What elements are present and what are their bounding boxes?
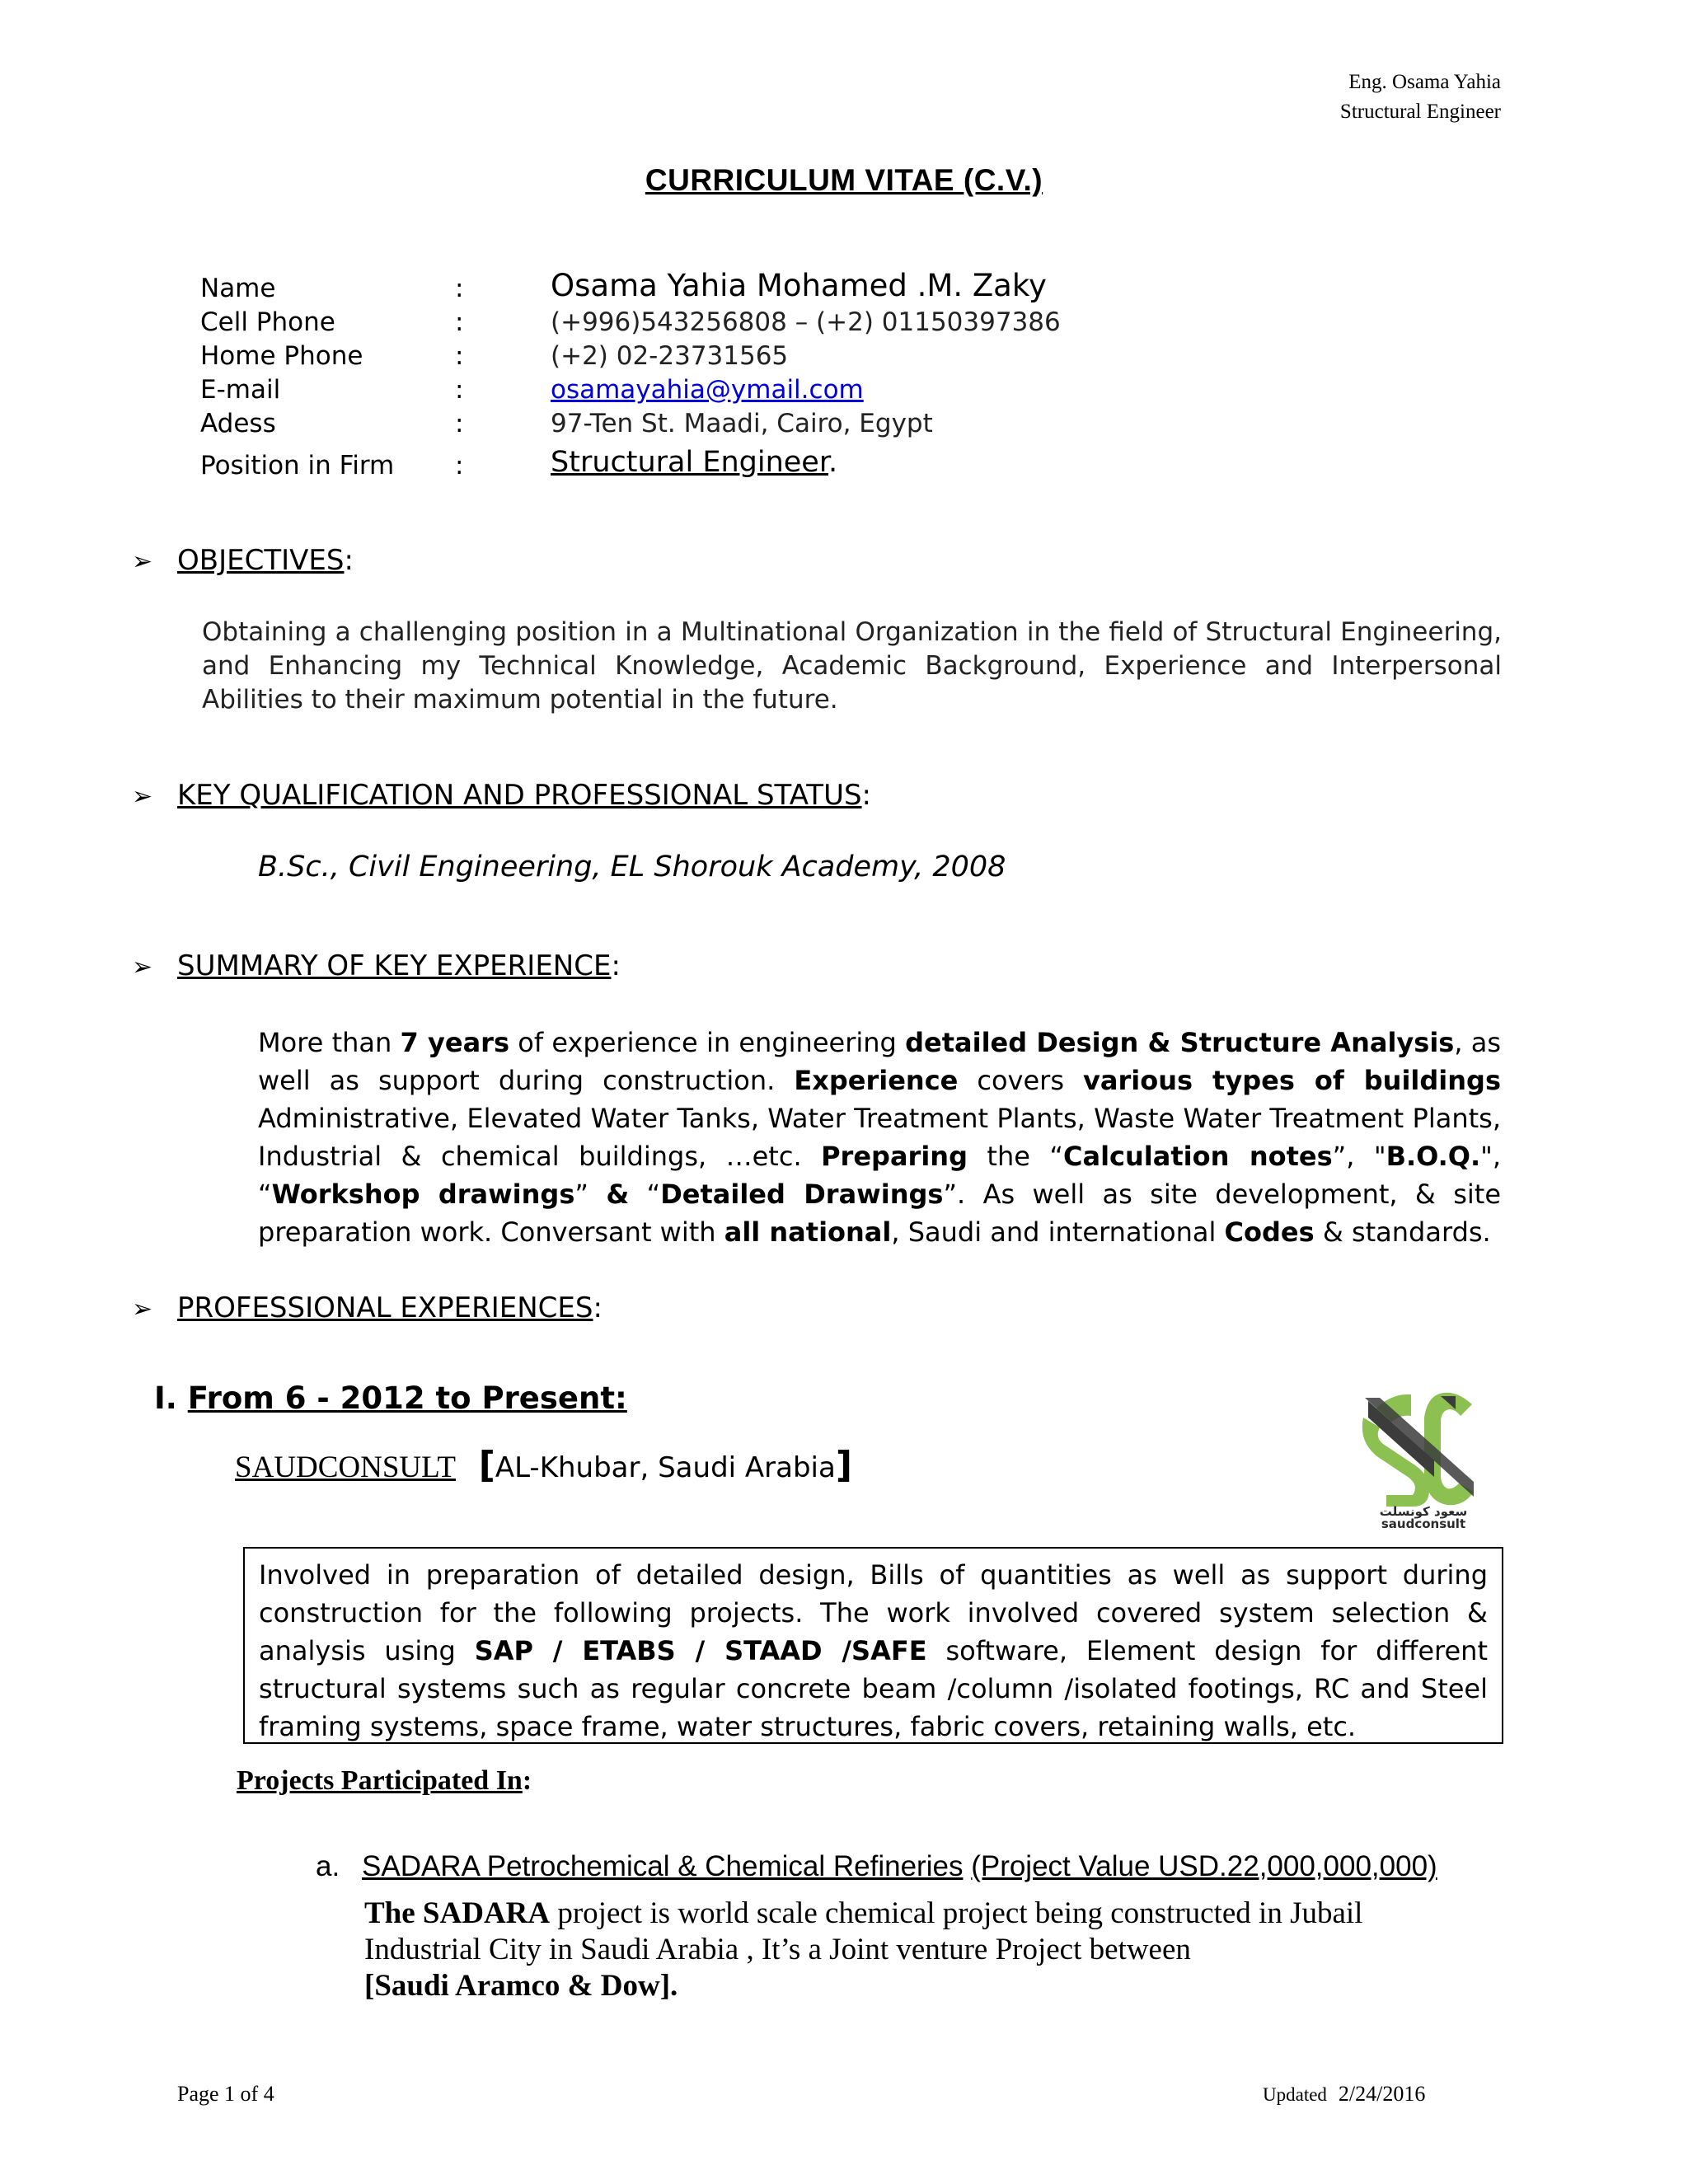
objectives-text: Obtaining a challenging position in a Multinational Organization in the field of Structural Engineering, and Enhancing my Technical Knowledge, Academic Background, Experience and Interpersonal Abilities to their maximum potential in the future.	[202, 617, 1502, 715]
experience-heading: ➢ PROFESSIONAL EXPERIENCES:	[132, 1291, 603, 1324]
company-location: AL-Khubar, Saudi Arabia	[495, 1451, 836, 1484]
arrow-bullet-icon: ➢	[132, 782, 153, 811]
involvement-box	[243, 1547, 1503, 1744]
project-description	[364, 1896, 1436, 2004]
period-text: From 6 - 2012 to Present:	[187, 1380, 627, 1416]
contact-colon: :	[455, 375, 464, 405]
bold-text-run: SAP / ETABS / STAAD /SAFE	[474, 1635, 927, 1666]
contact-label: Home Phone	[200, 341, 363, 371]
project-value: (Project Value USD.22,000,000,000)	[971, 1850, 1437, 1882]
text-run: , as well as support during construction.	[258, 1027, 1502, 1096]
bold-text-run: The SADARA	[364, 1896, 551, 1930]
saudconsult-logo	[1358, 1385, 1489, 1529]
text-run: ”	[574, 1179, 607, 1210]
contact-label: Name	[200, 274, 276, 303]
bold-text-run: all national	[724, 1216, 892, 1248]
contact-cell-value: (+996)543256808 – (+2) 01150397386	[551, 307, 1061, 337]
project-item-title	[316, 1850, 1437, 1883]
contact-home-value: (+2) 02-23731565	[551, 341, 789, 371]
text-run: “	[629, 1179, 661, 1210]
qualification-heading: ➢ KEY QUALIFICATION AND PROFESSIONAL STATUS:	[132, 779, 872, 812]
period-numeral: I.	[154, 1380, 177, 1416]
page-title: CURRICULUM VITAE (C.V.)	[645, 163, 1043, 197]
contact-colon: :	[455, 451, 464, 480]
updated-date: Updated 2/24/2016	[1263, 2082, 1426, 2106]
text-run: & standards.	[1314, 1216, 1491, 1248]
text-run: ”. As well as site development, & site preparation work. Conversant with	[258, 1179, 1502, 1248]
bold-text-run: Experience	[794, 1065, 959, 1096]
bold-text-run: Codes	[1224, 1216, 1315, 1248]
text-run: of experience in engineering	[509, 1027, 906, 1058]
position-text: Structural Engineer	[551, 446, 829, 479]
contact-address-value: 97-Ten St. Maadi, Cairo, Egypt	[551, 409, 933, 438]
text-run: ”, "	[1332, 1141, 1386, 1172]
document-header	[1340, 68, 1501, 127]
arrow-bullet-icon: ➢	[132, 953, 153, 982]
project-name: SADARA Petrochemical & Chemical Refineries	[362, 1850, 964, 1882]
text-run: Administrative, Elevated Water Tanks, Water Treatment Plants, Waste Water Treatment Plants, Industrial & chemical buildings, …etc.	[258, 1103, 1501, 1172]
bold-text-run: various types of buildings	[1083, 1065, 1502, 1096]
project-marker: a.	[316, 1850, 340, 1882]
qualification-text: B.Sc., Civil Engineering, EL Shorouk Academy, 2008	[258, 851, 1006, 883]
contact-label: E-mail	[200, 375, 281, 405]
contact-label: Position in Firm	[200, 451, 395, 480]
bold-text-run: Calculation notes	[1063, 1141, 1333, 1172]
contact-label: Cell Phone	[200, 307, 335, 337]
summary-text	[258, 1024, 1501, 1251]
bold-text-run: &	[606, 1179, 630, 1210]
experience-period	[154, 1380, 627, 1416]
contact-colon: :	[455, 409, 464, 438]
contact-colon: :	[455, 274, 464, 303]
bold-text-run: 7 years	[400, 1027, 510, 1058]
contact-position-value	[551, 446, 837, 480]
header-name: Eng. Osama Yahia	[1348, 71, 1501, 93]
saudconsult-logo-icon	[1358, 1385, 1489, 1529]
bold-text-run: detailed Design & Structure Analysis	[905, 1027, 1455, 1058]
arrow-bullet-icon: ➢	[132, 547, 153, 576]
text-run: , Saudi and international	[891, 1216, 1225, 1248]
position-suffix: .	[828, 446, 838, 479]
email-link[interactable]: osamayahia@ymail.com	[551, 375, 864, 405]
contact-label: Adess	[200, 409, 276, 438]
text-run: covers	[958, 1065, 1084, 1096]
objectives-heading: ➢ OBJECTIVES:	[132, 544, 354, 577]
company-name: SAUDCONSULT	[235, 1451, 456, 1484]
header-role: Structural Engineer	[1339, 101, 1501, 123]
bold-text-run: Preparing	[821, 1141, 968, 1172]
company-line: SAUDCONSULT [AL-Khubar, Saudi Arabia]	[235, 1444, 852, 1486]
projects-heading: Projects Participated In:	[237, 1765, 532, 1796]
text-run: software, Element design for different structural systems such as regular concrete beam /column /isolated footings, RC and Steel framing systems, space frame, water structures, fabric covers, retaining walls, etc.	[259, 1635, 1489, 1742]
text-run: project is world scale chemical project being constructed in Jubail Industrial City in Saudi Arabia , It’s a Joint venture Project between	[364, 1896, 1363, 1966]
page-number: Page 1 of 4	[177, 2082, 274, 2106]
contact-colon: :	[455, 307, 464, 337]
text-run: Involved in preparation of detailed design, Bills of quantities as well as support during construction for the following projects. The work involved covered system selection & analysis using	[259, 1559, 1488, 1666]
bold-text-run: Workshop drawings	[271, 1179, 575, 1210]
contact-colon: :	[455, 341, 464, 371]
contact-name-value: Osama Yahia Mohamed .M. Zaky	[551, 268, 1047, 303]
text-run: More than	[258, 1027, 401, 1058]
summary-heading: ➢ SUMMARY OF KEY EXPERIENCE:	[132, 949, 621, 982]
text-run: the “	[967, 1141, 1063, 1172]
bold-text-run: Detailed Drawings	[660, 1179, 944, 1210]
arrow-bullet-icon: ➢	[132, 1295, 153, 1324]
bold-text-run: B.O.Q.	[1386, 1141, 1481, 1172]
svg-text:saudconsult: saudconsult	[1381, 1516, 1466, 1529]
svg-text:سعود كونسلت: سعود كونسلت	[1379, 1504, 1468, 1519]
bold-text-run: [Saudi Aramco & Dow].	[364, 1969, 678, 2003]
text-run: ", “	[258, 1141, 1502, 1210]
